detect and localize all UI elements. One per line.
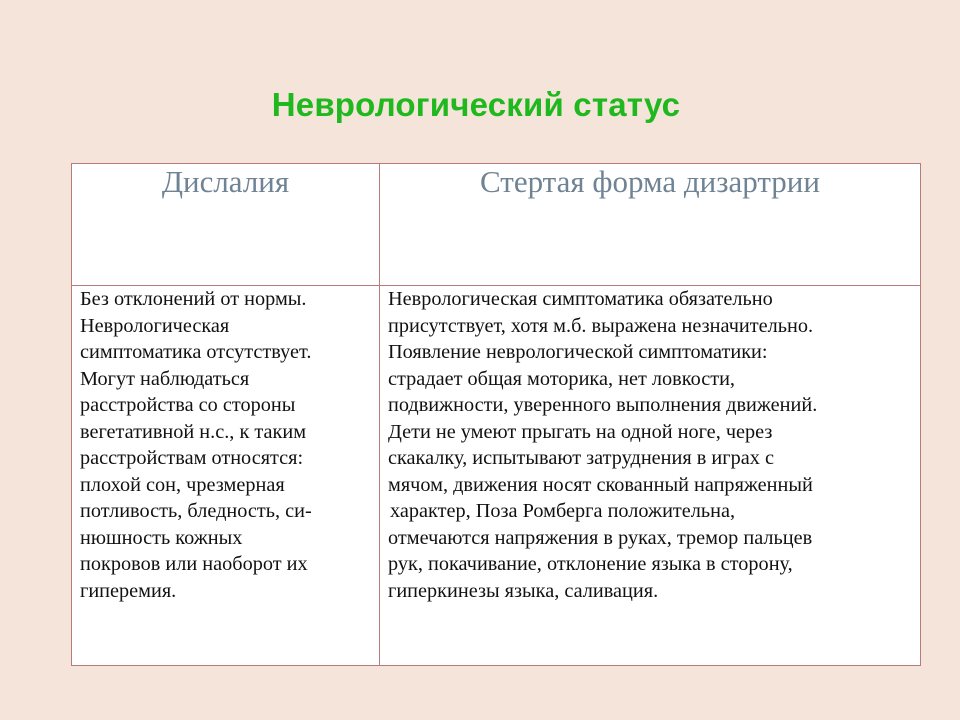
text-line: Дети не умеют прыгать на одной ноге, через [388,420,773,443]
header-dyslalia: Дислалия [72,164,380,286]
text-line: расстройствам относятся: [80,447,304,469]
table-header-row [72,164,921,286]
text-line: плохой сон, чрезмерная [80,473,285,496]
text-line: присутствует, хотя м.б. выражена незначительно. [388,314,814,337]
text-line: Неврологическая симптоматика обязательно [388,288,773,310]
text-line: Могут наблюдаться [80,367,250,390]
text-line: подвижности, уверенного выполнения движений. [388,394,818,416]
text-line: характер, Поза Ромберга положительна, [390,500,736,522]
cell-dysarthria [380,286,921,666]
text-line: Появление неврологической симптоматики: [388,341,768,363]
text-line: скакалку, испытывают затруднения в играх с [388,447,774,469]
text-line: нюшность кожных [80,526,243,549]
page-title: Неврологический статус [271,86,681,123]
text-line: Без отклонений от нормы. [80,288,307,310]
text-line: страдает общая моторика, нет ловкости, [388,367,735,390]
table-row [72,286,921,666]
text-line: вегетативной н.с., к таким [80,420,307,443]
text-line: симптоматика отсутствует. [80,341,312,363]
text-line: покровов или наоборот их [80,553,308,575]
text-line: Неврологическая [80,314,230,337]
cell-dyslalia [72,286,380,666]
text-line: отмечаются напряжения в руках, тремор пальцев [388,526,813,549]
text-line: потливость, бледность, си- [80,500,312,522]
comparison-table [71,163,921,666]
text-line: мячом, движения носят скованный напряженный [388,473,813,496]
text-line: рук, покачивание, отклонение языка в сторону, [388,553,793,575]
text-line: гиперемия. [80,579,177,602]
text-line: расстройства со стороны [80,394,296,416]
header-dysarthria: Стертая форма дизартрии [380,164,921,286]
text-line: гиперкинезы языка, саливация. [388,579,659,602]
